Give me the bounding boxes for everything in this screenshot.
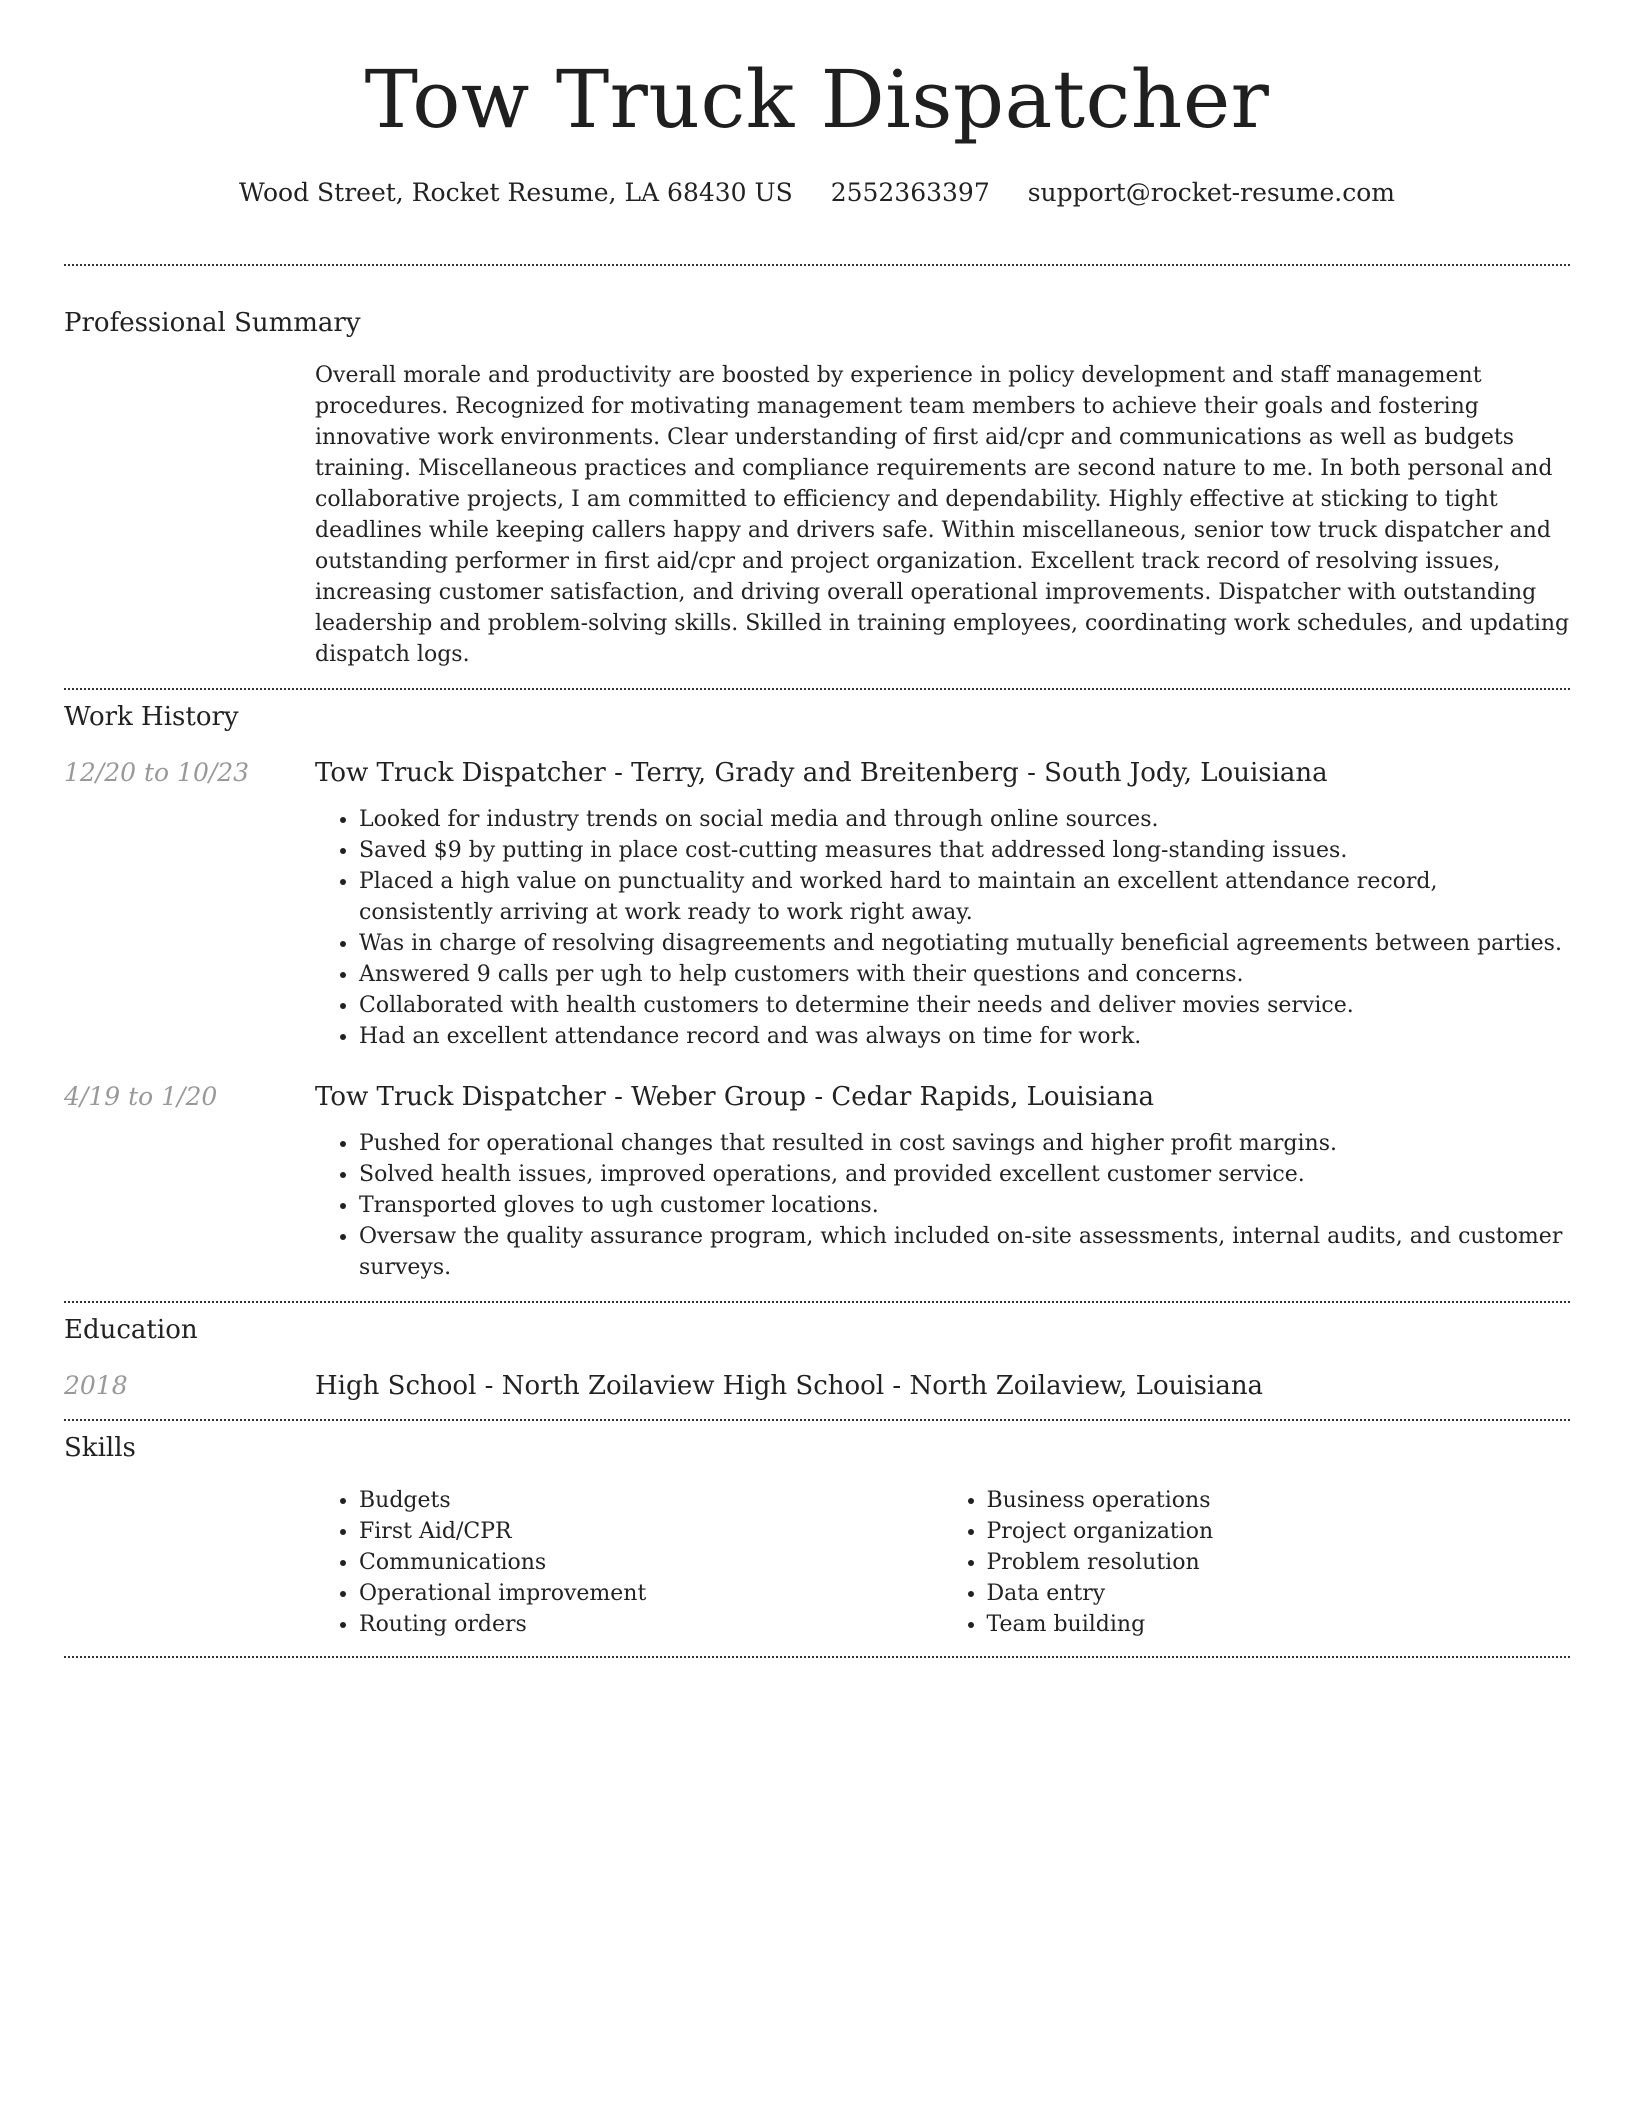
skill-item: • Budgets [359,1485,943,1516]
job-dates: 12/20 to 10/23 [64,758,250,787]
work-history-heading: Work History [64,702,239,732]
list-item: • Answered 9 calls per ugh to help customers with their questions and concerns. [359,959,1570,990]
education-heading: Education [64,1315,198,1345]
education-entry [64,1371,1570,1401]
job-bullets [315,1128,1570,1283]
skills-heading: Skills [64,1433,136,1463]
job-dates: 4/19 to 1/20 [64,1082,218,1111]
skill-item: • Data entry [987,1578,1571,1609]
skill-item: • Problem resolution [987,1547,1571,1578]
list-item: • Was in charge of resolving disagreements and negotiating mutually beneficial agreements between parties. [359,928,1570,959]
education-title: High School - North Zoilaview High School - North Zoilaview, Louisiana [315,1371,1264,1401]
resume-header [64,0,1570,207]
education-section [64,1315,1570,1401]
list-item: • Saved $9 by putting in place cost-cutting measures that addressed long-standing issues. [359,835,1570,866]
contact-line [64,178,1570,207]
skill-item: • Business operations [987,1485,1571,1516]
list-item: • Pushed for operational changes that resulted in cost savings and higher profit margins. [359,1128,1570,1159]
skills-list-right [943,1485,1571,1640]
job-bullets [315,804,1570,1052]
list-item: • Collaborated with health customers to determine their needs and deliver movies service. [359,990,1570,1021]
section-divider [64,264,1570,266]
job-entry [64,758,1570,1052]
summary-section [64,308,1570,670]
list-item: • Looked for industry trends on social media and through online sources. [359,804,1570,835]
list-item: • Placed a high value on punctuality and worked hard to maintain an excellent attendance record, consistently arriving at work ready to work right away. [359,866,1570,928]
skills-section [64,1433,1570,1640]
resume-page [64,0,1570,1658]
skill-item: • Operational improvement [359,1578,943,1609]
list-item: • Had an excellent attendance record and was always on time for work. [359,1021,1570,1052]
contact-phone: 2552363397 [830,178,990,207]
job-title: Tow Truck Dispatcher - Weber Group - Cedar Rapids, Louisiana [315,1082,1155,1112]
skill-item: • Team building [987,1609,1571,1640]
section-divider [64,1419,1570,1421]
skill-item: • Communications [359,1547,943,1578]
section-divider [64,1301,1570,1303]
work-history-section [64,702,1570,1283]
list-item: • Oversaw the quality assurance program, which included on-site assessments, internal audits, and customer surveys. [359,1221,1570,1283]
list-item: • Transported gloves to ugh customer locations. [359,1190,1570,1221]
section-divider [64,1656,1570,1658]
skills-list-left [315,1485,943,1640]
contact-address: Wood Street, Rocket Resume, LA 68430 US [238,178,793,207]
summary-text: Overall morale and productivity are boosted by experience in policy development and staff management procedures. Recognized for motivating management team members to achieve their goals and fostering innovative work environments. Clear understanding of first aid/cpr and communications as well as budgets training. Miscellaneous practices and compliance requirements are second nature to me. In both personal and collaborative projects, I am committed to efficiency and dependability. Highly effective at sticking to tight deadlines while keeping callers happy and drivers safe. Within miscellaneous, senior tow truck dispatcher and outstanding performer in first aid/cpr and project organization. Excellent track record of resolving issues, increasing customer satisfaction, and driving overall operational improvements. Dispatcher with outstanding leadership and problem-solving skills. Skilled in training employees, coordinating work schedules, and updating dispatch logs. [315,363,1570,667]
skill-item: • Routing orders [359,1609,943,1640]
section-divider [64,688,1570,690]
skill-item: • First Aid/CPR [359,1516,943,1547]
skill-item: • Project organization [987,1516,1571,1547]
contact-email: support@rocket-resume.com [1027,178,1396,207]
skills-columns [315,1485,1570,1640]
job-entry [64,1082,1570,1283]
education-year: 2018 [64,1371,128,1400]
list-item: • Solved health issues, improved operations, and provided excellent customer service. [359,1159,1570,1190]
job-title: Tow Truck Dispatcher - Terry, Grady and Breitenberg - South Jody, Louisiana [315,758,1328,788]
candidate-name: Tow Truck Dispatcher [364,53,1270,146]
summary-heading: Professional Summary [64,308,361,338]
